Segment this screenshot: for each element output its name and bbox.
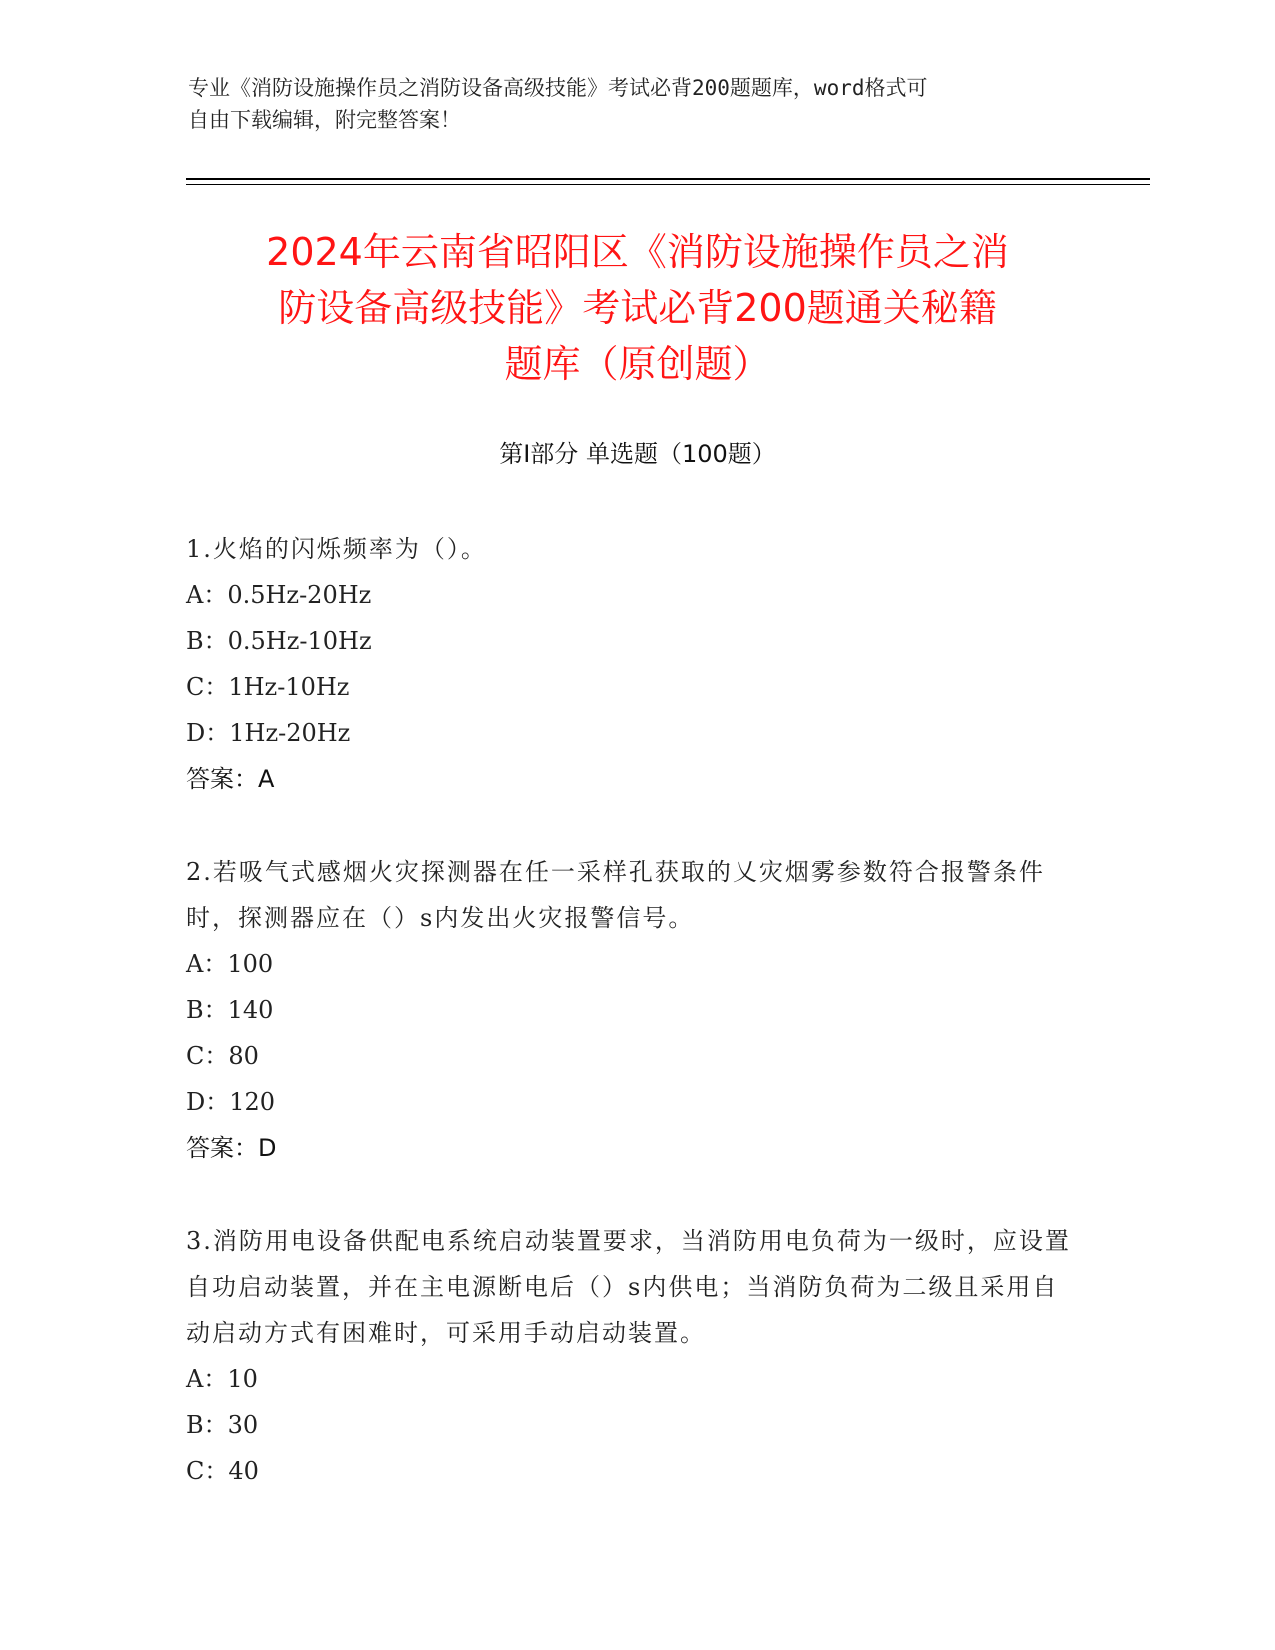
option-b: B：140 xyxy=(186,996,274,1024)
question-text: 1.火焰的闪烁频率为（）。 xyxy=(186,535,487,563)
question-1 xyxy=(186,526,1076,802)
header-divider-thin xyxy=(186,184,1150,185)
option-a: A：0.5Hz-20Hz xyxy=(186,581,372,609)
question-text: 2.若吸气式感烟火灾探测器在任一采样孔获取的乂灾烟雾参数符合报警条件时，探测器应在（）s内发出火灾报警信号。 xyxy=(186,858,1045,932)
intro-line-1: 专业《消防设施操作员之消防设备高级技能》考试必背200题题库，word格式可 xyxy=(188,76,928,100)
title-line-2: 防设备高级技能》考试必背200题通关秘籍 xyxy=(278,286,997,330)
section-heading: 第Ⅰ部分 单选题（100题） xyxy=(499,440,776,468)
question-2 xyxy=(186,849,1076,1171)
title-line-3: 题库（原创题） xyxy=(504,342,771,386)
answer: 答案：A xyxy=(186,765,275,793)
option-c: C：1Hz-10Hz xyxy=(186,673,350,701)
option-b: B：0.5Hz-10Hz xyxy=(186,627,372,655)
option-d: D：1Hz-20Hz xyxy=(186,719,351,747)
option-d: D：120 xyxy=(186,1088,276,1116)
title-line-1: 2024年云南省昭阳区《消防设施操作员之消 xyxy=(266,230,1009,274)
option-a: A：100 xyxy=(186,950,274,978)
intro-line-2: 自由下载编辑，附完整答案！ xyxy=(188,108,461,132)
document-title xyxy=(150,224,1125,392)
header-divider-thick xyxy=(186,178,1150,180)
question-3 xyxy=(186,1218,1076,1494)
option-a: A：10 xyxy=(186,1365,258,1393)
question-text: 3.消防用电设备供配电系统启动装置要求，当消防用电负荷为一级时，应设置自功启动装置，并在主电源断电后（）s内供电；当消防负荷为二级且采用自动启动方式有困难时，可采用手动启动装置。 xyxy=(186,1227,1071,1347)
option-b: B：30 xyxy=(186,1411,259,1439)
document-intro xyxy=(188,72,1088,136)
option-c: C：40 xyxy=(186,1457,259,1485)
option-c: C：80 xyxy=(186,1042,259,1070)
answer: 答案：D xyxy=(186,1134,277,1162)
question-list xyxy=(186,526,1076,1541)
